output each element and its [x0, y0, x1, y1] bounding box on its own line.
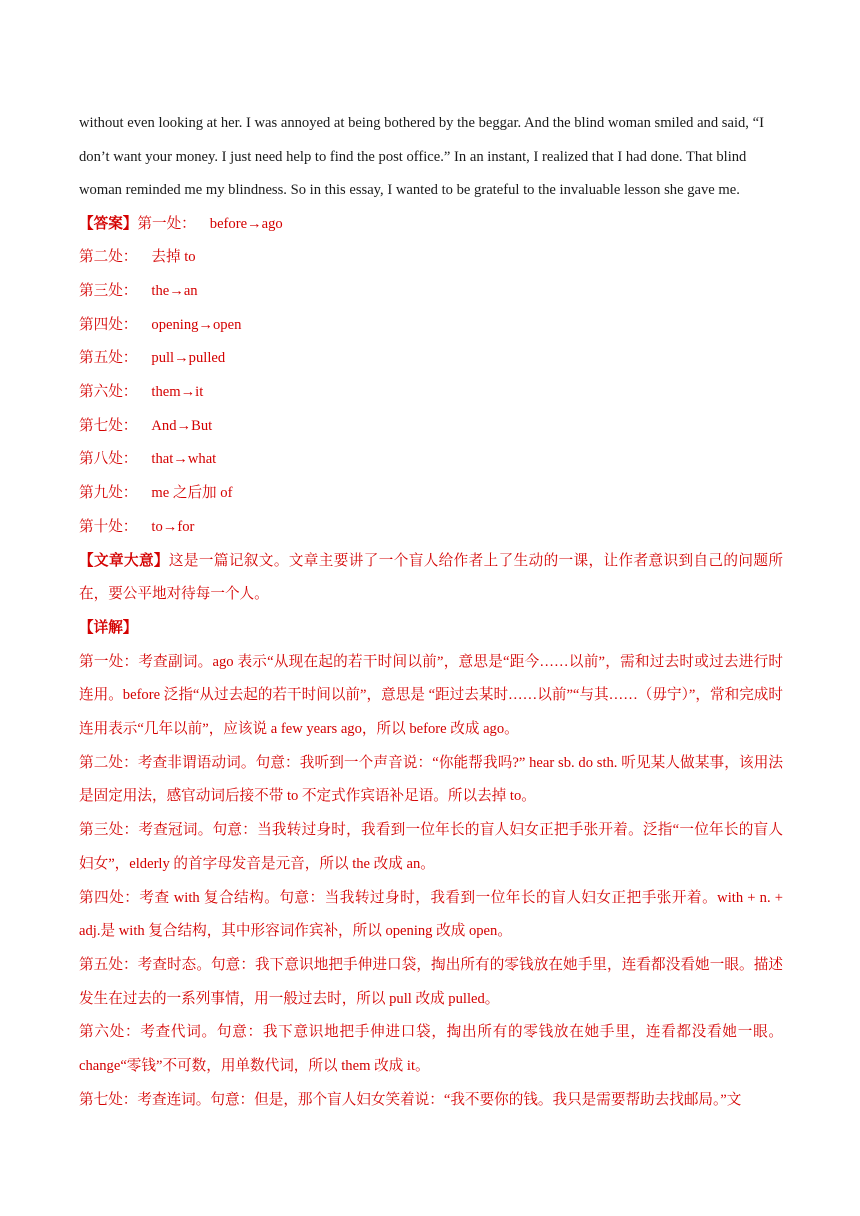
- answer-label: 第二处：: [79, 249, 138, 266]
- answer-label: 第三处：: [79, 282, 138, 299]
- detail-paragraph: 第二处：考查非谓语动词。句意：我听到一个声音说：“你能帮我吗?” hear sb. do sth. 听见某人做某事，该用法是固定用法，感官动词后接不带 to 不定式作宾语补足语。所以去掉 to。: [79, 754, 783, 805]
- detail-paragraph: 第七处：考查连词。句意：但是，那个盲人妇女笑着说：“我不要你的钱。我只是需要帮助去找邮局。”文: [79, 1091, 742, 1108]
- answer-value: And→But: [151, 417, 213, 434]
- detail-paragraph: 第三处：考查冠词。句意：当我转过身时，我看到一位年长的盲人妇女正把手张开着。泛指“一位年长的盲人妇女”，elderly 的首字母发音是元音，所以 the 改成 an。: [79, 822, 783, 872]
- answer-line: [79, 241, 783, 275]
- answer-line: [79, 342, 783, 376]
- detail-paragraph: 第五处：考查时态。句意：我下意识地把手伸进口袋，掏出所有的零钱放在她手里，连看都没看她一眼。描述发生在过去的一系列事情，用一般过去时，所以 pull 改成 pulled。: [79, 956, 783, 1007]
- detail-paragraph: 第四处：考查 with 复合结构。句意：当我转过身时，我看到一位年长的盲人妇女正把手张开着。with + n. + adj.是 with 复合结构，其中形容词作宾补，所以 opening 改成 open。: [79, 889, 783, 940]
- passage-line: woman reminded me my blindness. So in this essay, I wanted to be grateful to the invaluable lesson she gave me.: [79, 182, 740, 198]
- answer-value: 去掉 to: [151, 249, 196, 266]
- summary-tag: 【文章大意】: [79, 552, 169, 569]
- answer-value: the→an: [151, 282, 198, 299]
- answer-label: 第五处：: [79, 350, 138, 367]
- answer-label: 第九处：: [79, 485, 138, 502]
- answer-value: before→ago: [209, 215, 283, 232]
- detail-paragraph: 第六处：考查代词。句意：我下意识地把手伸进口袋，掏出所有的零钱放在她手里，连看都没看她一眼。change“零钱”不可数，用单数代词，所以 them 改成 it。: [79, 1024, 783, 1075]
- passage-line: without even looking at her. I was annoyed at being bothered by the beggar. And the blind woman smiled and said, “I: [79, 115, 764, 131]
- answer-label: 第一处：: [137, 215, 196, 232]
- answer-line: [79, 376, 783, 410]
- answer-line: [79, 410, 783, 444]
- answer-label: 第八处：: [79, 451, 138, 468]
- answer-label: 第七处：: [79, 417, 138, 434]
- detail-paragraph: 第一处：考查副词。ago 表示“从现在起的若干时间以前”，意思是“距今……以前”，需和过去时或过去进行时连用。before 泛指“从过去起的若干时间以前”，意思是 “距过去某时……以前”“与其……（毋宁）”，常和完成时连用表示“几年以前”，应该说 a few years ago，所以 before 改成 ago。: [79, 653, 783, 738]
- detail-section: [79, 646, 783, 1118]
- answer-label: 第六处：: [79, 384, 138, 401]
- answer-line: [79, 511, 783, 545]
- detail-tag: 【详解】: [79, 619, 138, 636]
- document-page: [79, 107, 783, 1117]
- answer-label: 第四处：: [79, 316, 138, 333]
- answer-line: [79, 275, 783, 309]
- answer-value: opening→open: [151, 316, 242, 333]
- passage-line: don’t want your money. I just need help to find the post office.” In an instant, I realized that I had done. That blind: [79, 148, 747, 165]
- answer-value: them→it: [151, 384, 204, 401]
- answer-line: [79, 443, 783, 477]
- answer-label: 第十处：: [79, 518, 138, 535]
- answer-value: to→for: [151, 518, 195, 535]
- answer-value: pull→pulled: [151, 350, 226, 367]
- answer-line: [79, 309, 783, 343]
- answer-line: [79, 477, 783, 511]
- answer-value: me 之后加 of: [151, 485, 233, 502]
- passage-text: [79, 107, 783, 208]
- answer-value: that→what: [151, 451, 217, 468]
- summary-text: 这是一篇记叙文。文章主要讲了一个盲人给作者上了生动的一课，让作者意识到自己的问题所在，要公平地对待每一个人。: [79, 552, 783, 603]
- answer-tag: 【答案】: [79, 215, 138, 232]
- detail-heading: [79, 612, 783, 646]
- answer-line: [79, 208, 783, 242]
- summary-section: [79, 545, 783, 612]
